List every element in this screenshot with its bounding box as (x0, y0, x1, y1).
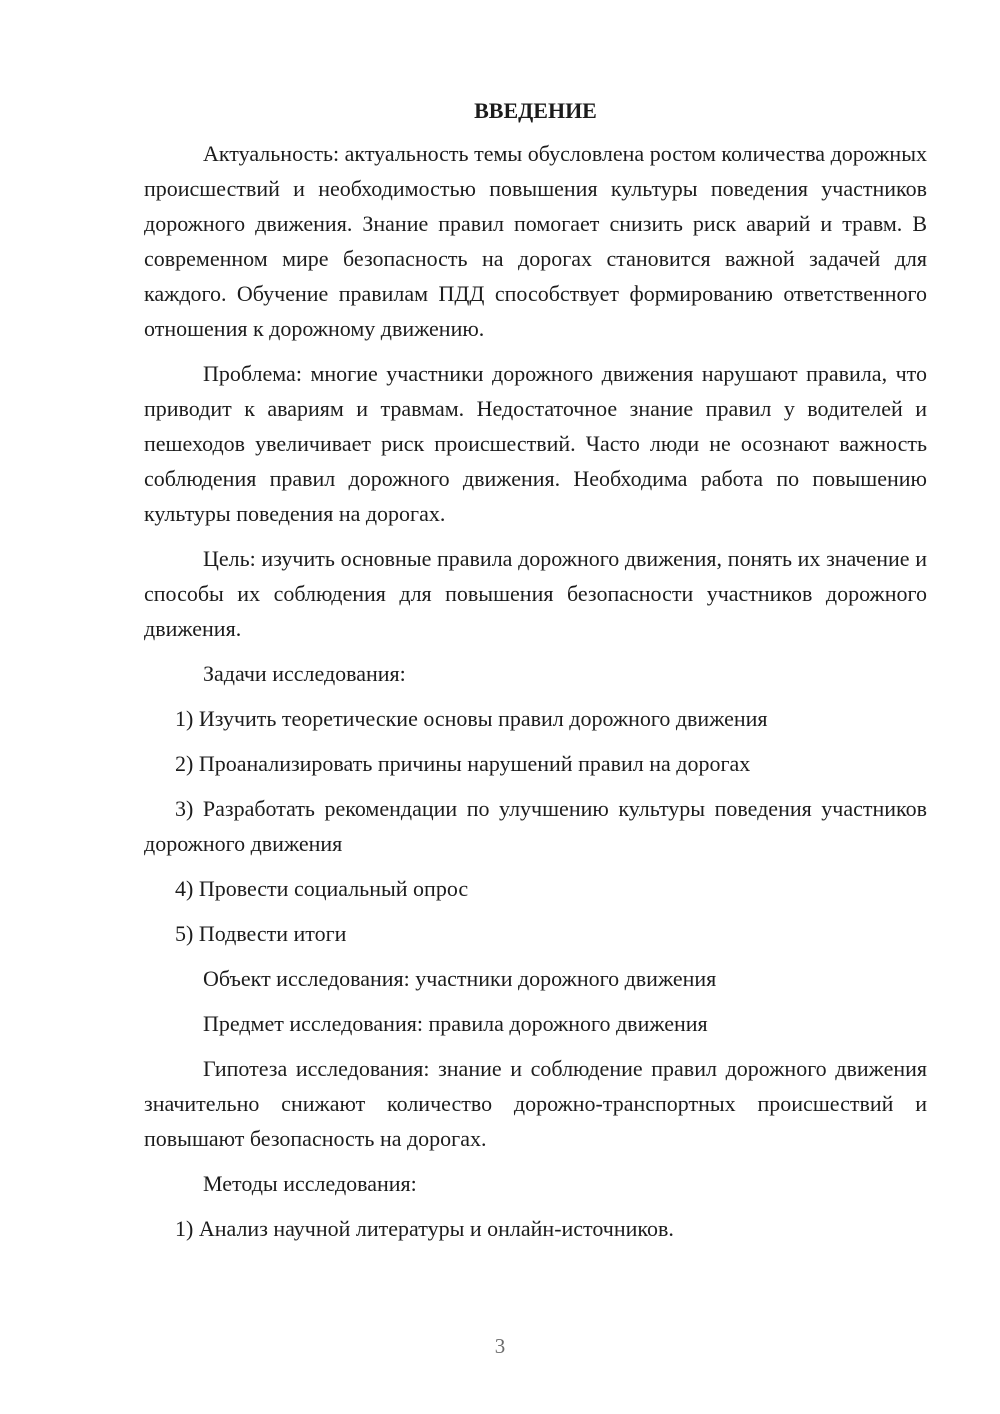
tasks-heading: Задачи исследования: (203, 661, 406, 686)
subject-paragraph: Предмет исследования: правила дорожного движения (203, 1011, 708, 1036)
page-title: ВВЕДЕНИЕ (474, 98, 597, 123)
problem-paragraph: Проблема: многие участники дорожного движения нарушают правила, что приводит к авариям и травмам. Недостаточное знание правил у водителей и пешеходов увеличивает риск происшествий. Часто люди не осознают важность соблюдения правил дорожного движения. Необходима работа по повышению культуры поведения на дорогах. (144, 361, 927, 526)
method-item-1: 1) Анализ научной литературы и онлайн-источников. (175, 1216, 674, 1241)
task-item-3: 3) Разработать рекомендации по улучшению культуры поведения участников дорожного движения (144, 796, 927, 856)
page-number: 3 (494, 1334, 506, 1358)
task-item-2: 2) Проанализировать причины нарушений правил на дорогах (175, 751, 751, 776)
hypothesis-paragraph: Гипотеза исследования: знание и соблюдение правил дорожного движения значительно снижают количество дорожно-транспортных происшествий и повышают безопасность на дорогах. (144, 1056, 927, 1151)
relevance-paragraph: Актуальность: актуальность темы обусловлена ростом количества дорожных происшествий и необходимостью повышения культуры поведения участников дорожного движения. Знание правил помогает снизить риск аварий и травм. В современном мире безопасность на дорогах становится важной задачей для каждого. Обучение правилам ПДД способствует формированию ответственного отношения к дорожному движению. (144, 141, 927, 341)
document-page (144, 96, 927, 1256)
object-paragraph: Объект исследования: участники дорожного движения (203, 966, 717, 991)
task-item-1: 1) Изучить теоретические основы правил дорожного движения (175, 706, 768, 731)
task-item-5: 5) Подвести итоги (175, 921, 347, 946)
goal-paragraph: Цель: изучить основные правила дорожного движения, понять их значение и способы их соблюдения для повышения безопасности участников дорожного движения. (144, 546, 927, 641)
methods-heading: Методы исследования: (203, 1171, 417, 1196)
task-item-4: 4) Провести социальный опрос (175, 876, 469, 901)
